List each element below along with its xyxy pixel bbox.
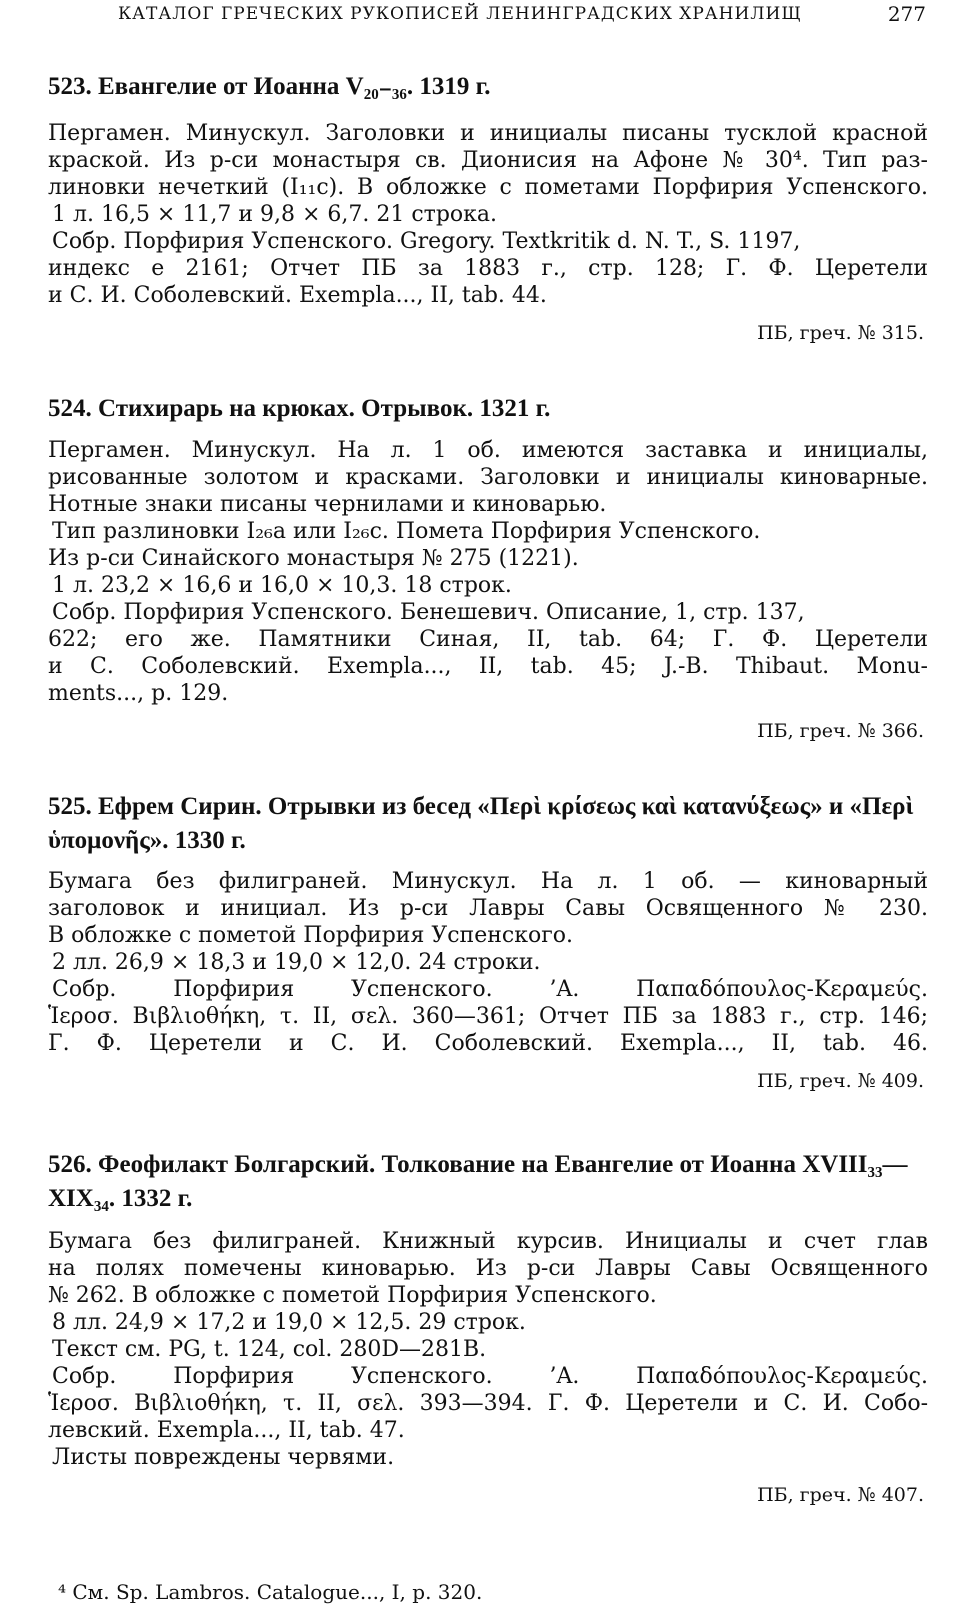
entry-line: 1 л. 16,5 × 11,7 и 9,8 × 6,7. 21 строка. [52,202,498,227]
entry-title: 524. Стихирарь на крюках. Отрывок. 1321 г. [48,395,551,422]
shelf-mark: ПБ, греч. № 409. [757,1070,924,1092]
entry-line: и С. Соболевский. Exempla..., II, tab. 45; J.-B. Thibaut. Monu- [48,654,928,679]
entry-line: Бумага без филиграней. Минускул. На л. 1 об. — киноварный [48,869,928,894]
footnote: ⁴ См. Sp. Lambros. Catalogue..., I, p. 320. [58,1580,483,1604]
entry-line: Бумага без филиграней. Книжный курсив. Инициалы и счет глав [48,1229,928,1254]
entry-line: Пергамен. Минускул. На л. 1 об. имеются заставка и инициалы, [48,438,928,463]
entry-line: Ἱεροσ. Βιβλιοθήκη, τ. II, σελ. 360—361; Отчет ПБ за 1883 г., стр. 146; [48,1004,928,1029]
entry-line: краской. Из р-си монастыря св. Дионисия на Афоне № 30⁴. Тип раз- [48,148,928,173]
entry-line: № 262. В обложке с пометой Порфирия Успенского. [48,1283,657,1308]
entry-title: 523. Евангелие от Иоанна V₂₀₋₃₆. 1319 г. [48,73,491,100]
entry-line: Тип разлиновки I₂₆a или I₂₆c. Помета Порфирия Успенского. [52,519,761,544]
entry-title: 525. Ефрем Сирин. Отрывки из бесед «Περὶ κρίσεως καὶ κατανύξεως» и «Περὶ ὑπομονῆς». 1330 г. [48,793,914,854]
entry-line: 1 л. 23,2 × 16,6 и 16,0 × 10,3. 18 строк. [52,573,512,598]
running-head [0,2,960,32]
entry-line: Собр. Порфирия Успенского. ’Α. Παπαδόπουλος-Κεραμεύς. [52,977,928,1002]
entry-line: на полях помечены киноварью. Из р-си Лавры Савы Освященного [48,1256,928,1281]
shelf-mark: ПБ, греч. № 315. [757,322,924,344]
shelf-mark: ПБ, греч. № 407. [757,1484,924,1506]
entry-line: Собр. Порфирия Успенского. Бенешевич. Описание, 1, стр. 137, [52,600,805,625]
entry-line: Текст см. PG, t. 124, col. 280D—281B. [52,1337,487,1362]
entry-line: 2 лл. 26,9 × 18,3 и 19,0 × 12,0. 24 строки. [52,950,541,975]
entry-line: Листы повреждены червями. [52,1445,395,1470]
entry-line: рисованные золотом и красками. Заголовки и инициалы киноварные. [48,465,928,490]
entry-line: левский. Exempla..., II, tab. 47. [48,1418,405,1443]
shelf-mark: ПБ, греч. № 366. [757,720,924,742]
entry-line: В обложке с пометой Порфирия Успенского. [48,923,573,948]
entry-line: Пергамен. Минускул. Заголовки и инициалы писаны тусклой красной [48,121,928,146]
running-title: КАТАЛОГ ГРЕЧЕСКИХ РУКОПИСЕЙ ЛЕНИНГРАДСКИХ ХРАНИЛИЩ [118,4,802,24]
entry-line: ments..., p. 129. [48,681,229,706]
entry-line: Г. Ф. Церетели и С. И. Соболевский. Exempla..., II, tab. 46. [48,1031,928,1056]
entry-line: 622; его же. Памятники Синая, II, tab. 64; Г. Ф. Церетели [48,627,928,652]
entry-line: Нотные знаки писаны чернилами и киноварью. [48,492,607,517]
entry-line: индекс е 2161; Отчет ПБ за 1883 г., стр. 128; Г. Ф. Церетели [48,256,928,281]
entry-line: заголовок и инициал. Из р-си Лавры Савы Освященного № 230. [48,896,928,921]
entry-title: 526. Феофилакт Болгарский. Толкование на Евангелие от Иоанна XVIII₃₃—XIX₃₄. 1332 г. [48,1151,908,1212]
page-number: 277 [887,2,926,26]
entry-line: Собр. Порфирия Успенского. ’Α. Παπαδόπουλος-Κεραμεύς. [52,1364,928,1389]
entry-line: Собр. Порфирия Успенского. Gregory. Textkritik d. N. T., S. 1197, [52,229,801,254]
entry-line: линовки нечеткий (I₁₁c). В обложке с пометами Порфирия Успенского. [48,175,928,200]
entry-line: 8 лл. 24,9 × 17,2 и 19,0 × 12,5. 29 строк. [52,1310,526,1335]
entry-line: и С. И. Соболевский. Exempla..., II, tab. 44. [48,283,547,308]
entry-line: Ἱεροσ. Βιβλιοθήκη, τ. II, σελ. 393—394. Г. Ф. Церетели и С. И. Собо- [48,1391,928,1416]
entry-line: Из р-си Синайского монастыря № 275 (1221). [48,546,579,571]
